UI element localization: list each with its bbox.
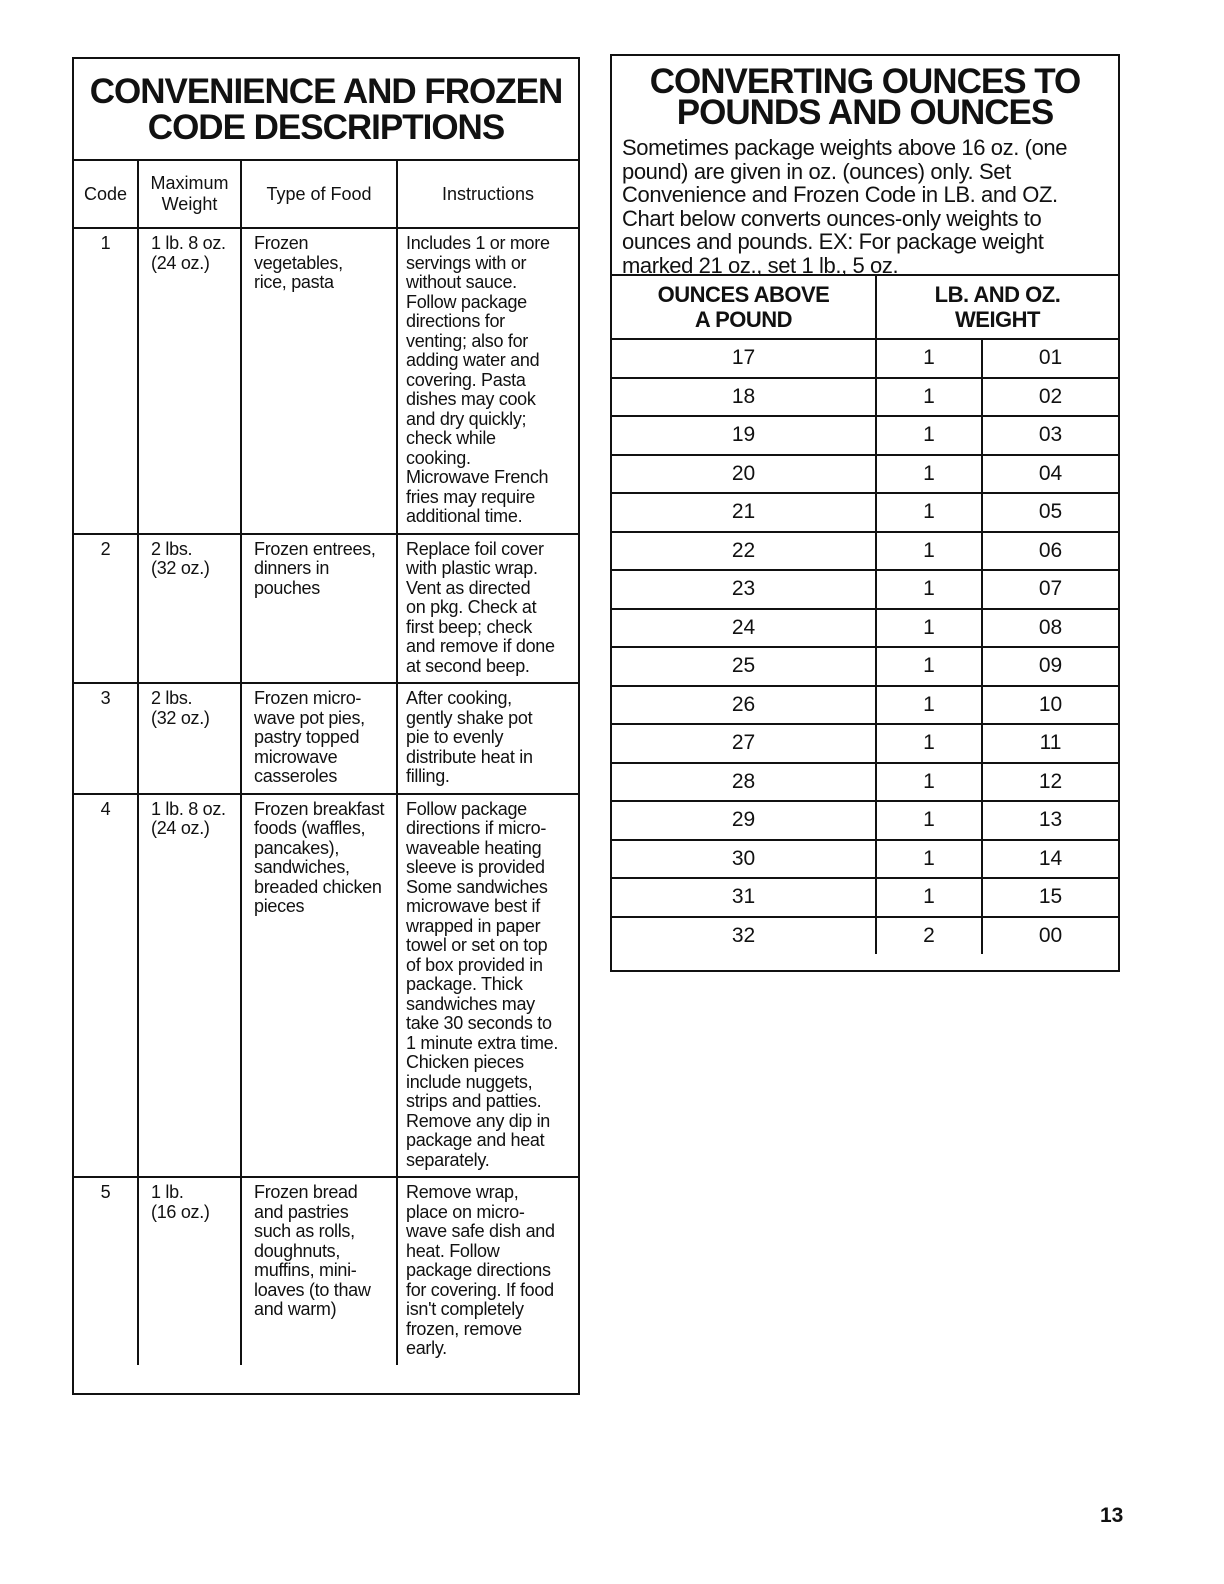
food-line: casseroles [254, 766, 338, 786]
remaining-ounces-cell: 07 [982, 570, 1118, 609]
conversion-row [612, 801, 1118, 840]
instructions-cell [397, 1177, 578, 1365]
max-weight-line: 1 lb. [151, 1182, 184, 1202]
instruction-line: sandwiches may [406, 993, 535, 1014]
max-weight-line: (32 oz.) [151, 707, 210, 728]
pounds-cell: 1 [876, 493, 982, 532]
conversion-row [612, 378, 1118, 417]
codes-table [74, 161, 578, 1365]
ounces-cell: 26 [612, 686, 876, 725]
instruction-line: package. Thick [406, 974, 523, 994]
header-lboz-line2: WEIGHT [955, 307, 1040, 332]
max-weight-cell [138, 794, 241, 1178]
pounds-cell: 1 [876, 724, 982, 763]
code-row [74, 228, 578, 534]
remaining-ounces-cell: 05 [982, 493, 1118, 532]
code-row [74, 794, 578, 1178]
ounces-cell: 17 [612, 339, 876, 378]
food-line: wave pot pies, [254, 707, 365, 728]
ounces-cell: 19 [612, 416, 876, 455]
instruction-line: Replace foil cover [406, 538, 544, 559]
food-line: rice, pasta [254, 272, 334, 292]
code-cell: 4 [74, 794, 138, 1178]
food-line: pancakes), [254, 837, 340, 858]
right-title-line1: CONVERTING OUNCES TO [649, 62, 1081, 101]
instruction-line: check while [406, 428, 496, 448]
pounds-cell: 1 [876, 801, 982, 840]
max-weight-line: (24 oz.) [151, 818, 210, 838]
type-of-food-cell [241, 228, 397, 534]
left-title-line2: CODE DESCRIPTIONS [147, 108, 505, 147]
max-weight-line: 1 lb. 8 oz. [151, 798, 226, 819]
instruction-line: microwave best if [406, 896, 540, 916]
intro-line: pound) are given in oz. (ounces) only. Set [622, 158, 1011, 184]
remaining-ounces-cell: 14 [982, 840, 1118, 879]
page-number: 13 [1100, 1504, 1124, 1527]
instruction-line: Remove any dip in [406, 1110, 550, 1131]
ounces-conversion-table [610, 54, 1120, 972]
intro-line: Convenience and Frozen Code in LB. and OZ. [622, 182, 1058, 207]
instruction-line: at second beep. [406, 655, 530, 676]
remaining-ounces-cell: 00 [982, 917, 1118, 955]
max-weight-cell [138, 1177, 241, 1365]
code-cell: 3 [74, 683, 138, 794]
instruction-line: Vent as directed [406, 577, 531, 598]
instruction-line: frozen, remove [406, 1318, 522, 1339]
conversion-row [612, 609, 1118, 648]
header-weight-line2: Weight [161, 194, 218, 214]
instruction-line: first beep; check [406, 616, 532, 637]
instruction-line: servings with or [406, 252, 527, 273]
instruction-line: Includes 1 or more [406, 233, 550, 253]
instruction-line: directions for [406, 311, 505, 331]
instruction-line: separately. [406, 1149, 490, 1170]
type-of-food-cell [241, 683, 397, 794]
instruction-line: Microwave French [406, 467, 549, 487]
instruction-line: waveable heating [406, 837, 542, 858]
pounds-cell: 1 [876, 609, 982, 648]
header-ounces-line1: OUNCES ABOVE [657, 282, 830, 307]
remaining-ounces-cell: 10 [982, 686, 1118, 725]
instruction-line: with plastic wrap. [406, 558, 538, 578]
pounds-cell: 1 [876, 647, 982, 686]
conversion-intro-text [612, 128, 1118, 276]
pounds-cell: 1 [876, 878, 982, 917]
instruction-line: gently shake pot [406, 707, 533, 728]
remaining-ounces-cell: 06 [982, 532, 1118, 571]
ounces-cell: 22 [612, 532, 876, 571]
ounces-cell: 29 [612, 801, 876, 840]
pounds-cell: 1 [876, 570, 982, 609]
header-weight-line1: Maximum [150, 173, 229, 193]
ounces-cell: 28 [612, 763, 876, 802]
instruction-line: wrapped in paper [406, 915, 541, 936]
instruction-line: on pkg. Check at [406, 597, 537, 617]
remaining-ounces-cell: 02 [982, 378, 1118, 417]
pounds-cell: 1 [876, 416, 982, 455]
instruction-line: directions if micro- [406, 818, 547, 838]
code-row [74, 534, 578, 684]
conversion-row [612, 570, 1118, 609]
food-line: Frozen micro- [254, 688, 362, 708]
food-line: and warm) [254, 1299, 337, 1319]
food-line: foods (waffles, [254, 818, 366, 838]
intro-line: marked 21 oz., set 1 lb., 5 oz. [622, 252, 899, 278]
instruction-line: dishes may cook [406, 389, 536, 409]
right-title-line2: POUNDS AND OUNCES [676, 93, 1054, 132]
food-line: Frozen entrees, [254, 538, 376, 559]
remaining-ounces-cell: 01 [982, 339, 1118, 378]
pounds-cell: 1 [876, 339, 982, 378]
max-weight-cell [138, 534, 241, 684]
ounces-cell: 25 [612, 647, 876, 686]
ounces-cell: 24 [612, 609, 876, 648]
ounces-cell: 23 [612, 570, 876, 609]
instructions-cell [397, 683, 578, 794]
pounds-cell: 1 [876, 455, 982, 494]
food-line: muffins, mini- [254, 1260, 357, 1280]
instruction-line: take 30 seconds to [406, 1013, 552, 1033]
convenience-frozen-codes-table [72, 57, 580, 1395]
pounds-cell: 1 [876, 532, 982, 571]
instruction-line: venting; also for [406, 330, 528, 351]
conversion-row [612, 917, 1118, 955]
intro-line: ounces and pounds. EX: For package weight [622, 229, 1044, 254]
conversion-row [612, 763, 1118, 802]
header-max-weight [138, 161, 241, 228]
conversion-row [612, 493, 1118, 532]
instruction-line: sleeve is provided [406, 857, 545, 877]
max-weight-line: 2 lbs. [151, 688, 193, 708]
pounds-cell: 1 [876, 763, 982, 802]
conversion-row [612, 416, 1118, 455]
instruction-line: towel or set on top [406, 935, 548, 955]
right-table-title [612, 56, 1118, 132]
instruction-line: 1 minute extra time. [406, 1032, 559, 1053]
instruction-line: package directions [406, 1260, 551, 1280]
max-weight-cell [138, 228, 241, 534]
pounds-cell: 1 [876, 840, 982, 879]
instruction-line: include nuggets, [406, 1071, 533, 1092]
instruction-line: additional time. [406, 506, 523, 526]
remaining-ounces-cell: 03 [982, 416, 1118, 455]
food-line: loaves (to thaw [254, 1279, 371, 1300]
code-cell: 5 [100, 1182, 111, 1202]
remaining-ounces-cell: 09 [982, 647, 1118, 686]
left-table-title [74, 59, 578, 161]
food-line: pouches [254, 577, 320, 598]
instruction-line: pie to evenly [406, 727, 504, 747]
conversion-header-row [612, 276, 1118, 339]
code-cell: 1 [74, 228, 138, 534]
instruction-line: distribute heat in [406, 746, 533, 767]
instruction-line: Some sandwiches [406, 876, 548, 897]
instruction-line: adding water and [406, 350, 540, 370]
ounces-cell: 21 [612, 493, 876, 532]
remaining-ounces-cell: 15 [982, 878, 1118, 917]
remaining-ounces-cell: 04 [982, 455, 1118, 494]
ounces-cell: 18 [612, 378, 876, 417]
type-of-food-cell [241, 534, 397, 684]
ounces-cell: 27 [612, 724, 876, 763]
food-line: dinners in [254, 558, 330, 578]
ounces-cell: 30 [612, 840, 876, 879]
food-line: breaded chicken [254, 876, 382, 897]
instruction-line: Follow package [406, 291, 527, 312]
pounds-cell: 1 [876, 378, 982, 417]
code-row [74, 1177, 578, 1365]
header-type-of-food: Type of Food [241, 161, 397, 228]
remaining-ounces-cell: 11 [982, 724, 1118, 763]
food-line: microwave [254, 746, 338, 767]
pounds-cell: 1 [876, 686, 982, 725]
max-weight-line: (16 oz.) [151, 1201, 210, 1222]
header-instructions: Instructions [397, 161, 578, 228]
left-title-line1: CONVENIENCE AND FROZEN [89, 72, 563, 111]
conversion-row [612, 840, 1118, 879]
conversion-row [612, 455, 1118, 494]
instruction-line: cooking. [406, 447, 471, 468]
instruction-line: Remove wrap, [406, 1182, 519, 1202]
instruction-line: and remove if done [406, 636, 555, 656]
instructions-cell [397, 794, 578, 1178]
max-weight-line: (24 oz.) [151, 252, 210, 273]
conversion-table [612, 276, 1118, 954]
conversion-row [612, 878, 1118, 917]
instruction-line: isn't completely [406, 1299, 524, 1319]
code-cell: 2 [74, 534, 138, 684]
instruction-line: of box provided in [406, 954, 543, 975]
type-of-food-cell [241, 1177, 397, 1365]
instruction-line: without sauce. [406, 272, 517, 292]
instruction-line: for covering. If food [406, 1279, 554, 1300]
max-weight-line: 1 lb. 8 oz. [151, 233, 226, 253]
food-line: pastry topped [254, 727, 360, 747]
instruction-line: and dry quickly; [406, 408, 527, 429]
remaining-ounces-cell: 13 [982, 801, 1118, 840]
food-line: Frozen bread [254, 1182, 358, 1202]
header-ounces-above-pound [612, 276, 876, 339]
instruction-line: early. [406, 1338, 447, 1358]
instructions-cell [397, 534, 578, 684]
header-lboz-line1: LB. AND OZ. [934, 282, 1061, 307]
max-weight-line: (32 oz.) [151, 558, 210, 578]
conversion-row [612, 532, 1118, 571]
header-ounces-line2: A POUND [694, 307, 793, 332]
ounces-cell: 20 [612, 455, 876, 494]
instruction-line: wave safe dish and [406, 1221, 555, 1241]
ounces-cell: 32 [731, 923, 756, 947]
remaining-ounces-cell: 12 [982, 763, 1118, 802]
max-weight-line: 2 lbs. [151, 538, 193, 559]
code-row [74, 683, 578, 794]
food-line: Frozen breakfast [254, 798, 385, 819]
instruction-line: strips and patties. [406, 1091, 542, 1111]
conversion-row [612, 686, 1118, 725]
instruction-line: Follow package [406, 798, 527, 819]
food-line: and pastries [254, 1201, 349, 1222]
instruction-line: filling. [406, 766, 450, 786]
pounds-cell: 2 [876, 917, 982, 955]
food-line: such as rolls, [254, 1221, 355, 1241]
instructions-cell [397, 228, 578, 534]
max-weight-cell [138, 683, 241, 794]
intro-line: Chart below converts ounces-only weights to [622, 205, 1042, 231]
codes-header-row [74, 161, 578, 228]
food-line: pieces [254, 896, 305, 916]
food-line: sandwiches, [254, 857, 350, 877]
food-line: Frozen [254, 233, 309, 253]
type-of-food-cell [241, 794, 397, 1178]
instruction-line: Chicken pieces [406, 1052, 524, 1072]
header-code: Code [74, 161, 138, 228]
food-line: vegetables, [254, 252, 343, 273]
instruction-line: package and heat [406, 1130, 545, 1150]
conversion-row [612, 339, 1118, 378]
conversion-row [612, 647, 1118, 686]
instruction-line: After cooking, [406, 688, 512, 708]
instruction-line: place on micro- [406, 1201, 525, 1222]
intro-line: Sometimes package weights above 16 oz. (one [622, 135, 1068, 160]
ounces-cell: 31 [612, 878, 876, 917]
remaining-ounces-cell: 08 [982, 609, 1118, 648]
header-lb-oz-weight [876, 276, 1118, 339]
food-line: doughnuts, [254, 1240, 341, 1261]
instruction-line: heat. Follow [406, 1240, 500, 1261]
instruction-line: covering. Pasta [406, 369, 526, 390]
conversion-row [612, 724, 1118, 763]
instruction-line: fries may require [406, 486, 535, 507]
